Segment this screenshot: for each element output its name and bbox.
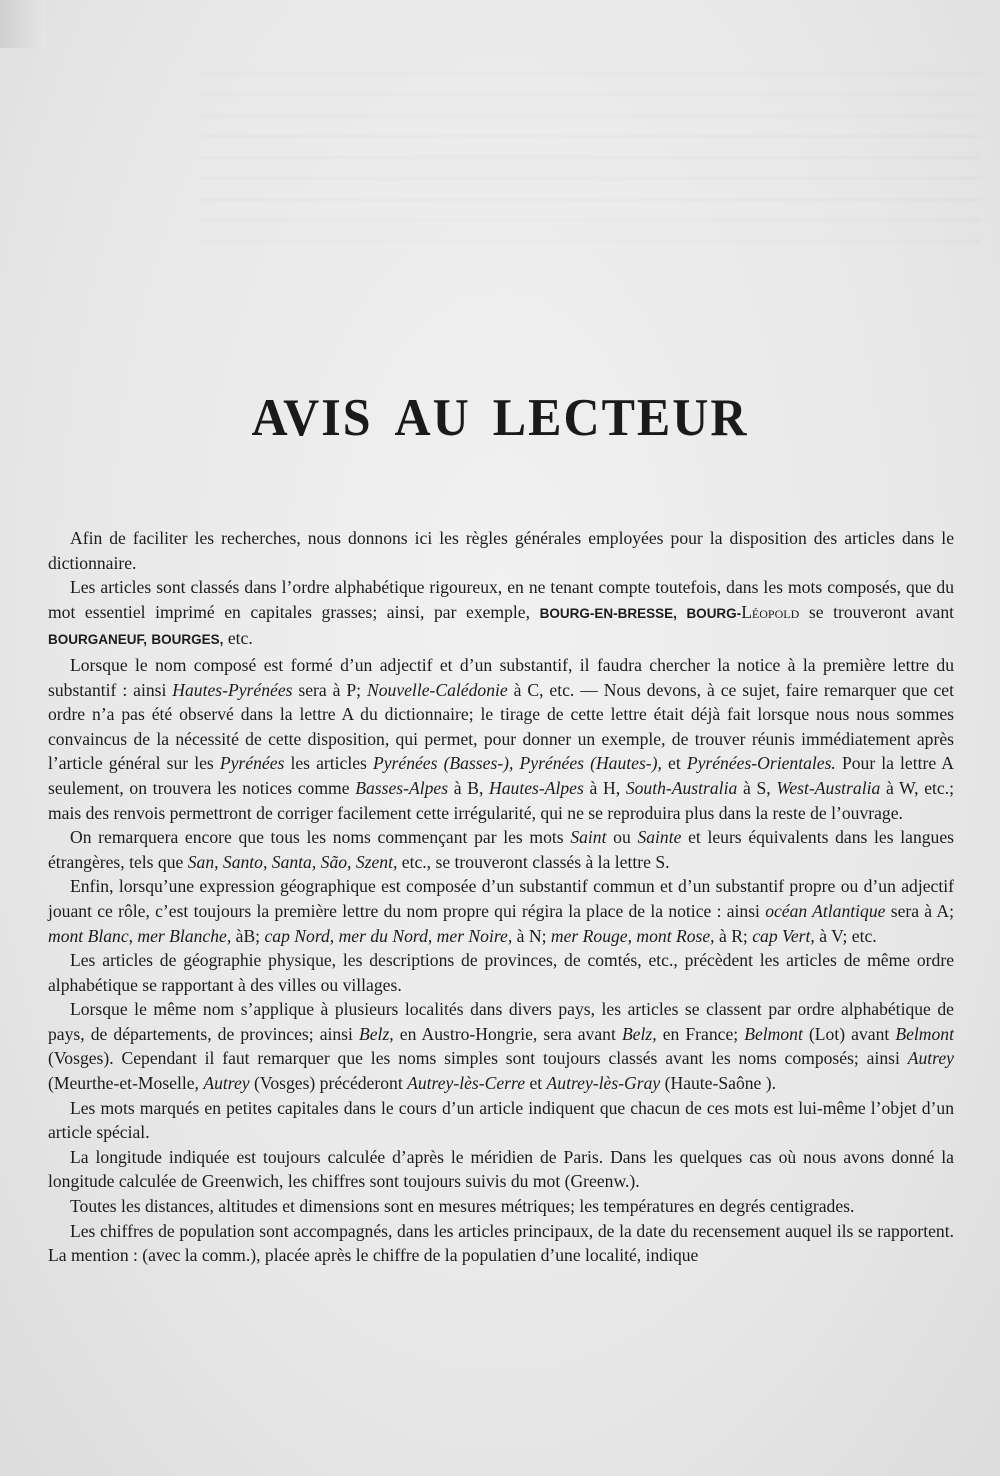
italic-term: San, Santo, Santa, São, Szent, bbox=[187, 851, 398, 872]
italic-term: océan Atlantique bbox=[765, 900, 886, 921]
italic-term: Sainte bbox=[637, 827, 682, 848]
text-segment: (Haute-Saône ). bbox=[664, 1073, 777, 1094]
bleed-through-text bbox=[200, 60, 980, 260]
paragraph-2 bbox=[48, 575, 954, 653]
italic-term: Basses-Alpes bbox=[355, 777, 449, 798]
italic-term: West-Australia bbox=[776, 777, 881, 798]
text-segment: et leurs équivalents dans les langues étrangères, tels que bbox=[48, 827, 954, 872]
text-segment: Lorsque le même nom s’applique à plusieurs localités dans divers pays, les articles se classent par ordre alphabétique de pays, de départements, de provinces; ainsi bbox=[48, 999, 954, 1044]
text-segment: etc., se trouveront classés à la lettre S. bbox=[401, 851, 670, 872]
text-segment: (Lot) avant bbox=[808, 1023, 890, 1044]
text-segment: à S, bbox=[742, 777, 771, 798]
paragraph-9: La longitude indiquée est toujours calculée d’après le méridien de Paris. Dans les quelques cas où nous avons donné la longitude calculée de Greenwich, les chiffres sont toujours suivis du mot (Greenw.). bbox=[48, 1146, 954, 1192]
paragraph-5 bbox=[48, 874, 954, 948]
paragraph-7 bbox=[48, 997, 954, 1095]
italic-term: mer Rouge, mont Rose, bbox=[550, 925, 715, 946]
text-segment: les articles bbox=[290, 753, 367, 774]
text-segment: ou bbox=[613, 827, 631, 848]
text-segment: se trouveront avant bbox=[808, 601, 955, 622]
text-segment: à C, etc. — Nous devons, à ce sujet, faire remarquer que cet ordre n’a pas été observé dans la lettre A du dictionnaire; le tirage de cette lettre était déjà fait lorsque nous nous sommes convaincus de la nécessité de cette disposition, qui permet, pour donner un exemple, de trouver réunis immédiatement après l’article général sur les bbox=[48, 679, 954, 774]
italic-term: Belz, bbox=[359, 1023, 394, 1044]
italic-term: Hautes-Alpes bbox=[489, 777, 584, 798]
italic-term: Autrey-lès-Gray bbox=[546, 1073, 661, 1094]
page-title bbox=[0, 387, 1000, 448]
italic-term: mont Blanc, mer Blanche, bbox=[48, 925, 232, 946]
italic-term: Pyrénées bbox=[519, 753, 585, 774]
text-segment: (Vosges) précéderont bbox=[254, 1073, 403, 1094]
italic-term: Pyrénées-Orientales. bbox=[686, 753, 836, 774]
page-edge-shadow bbox=[0, 0, 46, 48]
italic-term: Nouvelle-Calédonie bbox=[366, 679, 508, 700]
text-segment: sera à A; bbox=[890, 900, 954, 921]
document-body bbox=[48, 526, 954, 1268]
text-segment: à H, bbox=[589, 777, 621, 798]
italic-term: (Hautes-), bbox=[590, 753, 662, 774]
text-segment: Enfin, lorsqu’une expression géographique est composée d’un substantif commun et d’un substantif propre ou d’un adjectif jouant ce rôle, c’est toujours la première lettre du nom propre qui régira la place de la notice : ainsi bbox=[48, 876, 954, 921]
text-segment: Pour la lettre A seulement, on trouvera les notices comme bbox=[48, 753, 955, 798]
italic-term: Saint bbox=[570, 827, 607, 848]
bold-caps-term: BOURG- bbox=[686, 605, 742, 621]
paragraph-6: Les articles de géographie physique, les descriptions de provinces, de comtés, etc., précèdent les articles de même ordre alphabétique se rapportant à des villes ou villages. bbox=[48, 950, 954, 995]
italic-term: South-Australia bbox=[625, 777, 738, 798]
text-segment: sera à P; bbox=[298, 679, 362, 700]
italic-term: cap Nord, mer du Nord, mer Noire, bbox=[264, 925, 513, 946]
title-word-lecteur: LECTEUR bbox=[492, 387, 749, 447]
text-segment: à V; etc. bbox=[819, 925, 877, 946]
bold-caps-term: BOURGES, bbox=[151, 632, 224, 648]
text-segment: etc. bbox=[227, 628, 253, 649]
paragraph-4 bbox=[48, 825, 954, 874]
text-segment: à R; bbox=[718, 925, 748, 946]
title-word-au: AU bbox=[394, 387, 471, 447]
text-segment: en Austro-Hongrie, sera avant bbox=[399, 1023, 616, 1044]
text-segment: à N; bbox=[516, 925, 547, 946]
text-segment: et bbox=[529, 1073, 543, 1094]
italic-term: Pyrénées bbox=[219, 753, 285, 774]
italic-term: Autrey bbox=[203, 1073, 250, 1094]
paragraph-8: Les mots marqués en petites capitales dans le cours d’un article indiquent que chacun de ces mots est lui-même l’objet d’un article spécial. bbox=[48, 1097, 954, 1143]
text-segment: On remarquera encore que tous les noms commençant par les mots bbox=[70, 827, 564, 848]
paragraph-11: Les chiffres de population sont accompagnés, dans les articles principaux, de la date du recensement auquel ils se rapportent. La mention : (avec la comm.), placée après le chiffre de la populatien d’une localité, indique bbox=[48, 1220, 954, 1266]
bold-caps-term: BOURG-EN-BRESSE, bbox=[539, 605, 677, 621]
text-segment: à B, bbox=[453, 777, 484, 798]
text-segment: en France; bbox=[662, 1023, 739, 1044]
italic-term: (Basses-), bbox=[443, 753, 514, 774]
title-word-avis: AVIS bbox=[251, 387, 373, 447]
italic-term: Pyrénées bbox=[372, 753, 438, 774]
text-segment: àB; bbox=[235, 925, 261, 946]
bold-caps-term: BOURGANEUF, bbox=[48, 632, 148, 648]
text-segment: et bbox=[668, 753, 681, 774]
paragraph-1: Afin de faciliter les recherches, nous donnons ici les règles générales employées pour la disposition des articles dans le dictionnaire. bbox=[48, 528, 954, 573]
text-segment: (Vosges). Cependant il faut remarquer que les noms simples sont toujours classés avant les noms composés; ainsi bbox=[48, 1048, 900, 1069]
italic-term: Belmont bbox=[744, 1023, 803, 1044]
text-segment: à W, etc.; mais des renvois permettront de corriger facilement cette irrégularité, qui ne se reproduira plus dans la reste de l’ouvrage. bbox=[48, 777, 955, 823]
small-caps-term: Léopold bbox=[741, 601, 800, 622]
text-segment: Lorsque le nom composé est formé d’un adjectif et d’un substantif, il faudra chercher la notice à la première lettre du substantif : ainsi bbox=[48, 654, 954, 700]
text-segment: (Meurthe-et-Moselle, bbox=[48, 1073, 199, 1094]
paragraph-10: Toutes les distances, altitudes et dimensions sont en mesures métriques; les températures en degrés centigrades. bbox=[70, 1196, 855, 1217]
text-segment: Les articles sont classés dans l’ordre alphabétique rigoureux, en ne tenant compte toutefois, dans les mots composés, que du mot essentiel imprimé en capitales grasses; ainsi, par exemple, bbox=[48, 577, 954, 622]
italic-term: Hautes-Pyrénées bbox=[172, 679, 293, 700]
italic-term: Belmont bbox=[895, 1023, 954, 1044]
italic-term: Belz, bbox=[621, 1023, 657, 1044]
italic-term: Autrey-lès-Cerre bbox=[407, 1073, 526, 1094]
paragraph-3 bbox=[48, 653, 954, 825]
italic-term: cap Vert, bbox=[752, 925, 815, 946]
italic-term: Autrey bbox=[907, 1048, 954, 1069]
